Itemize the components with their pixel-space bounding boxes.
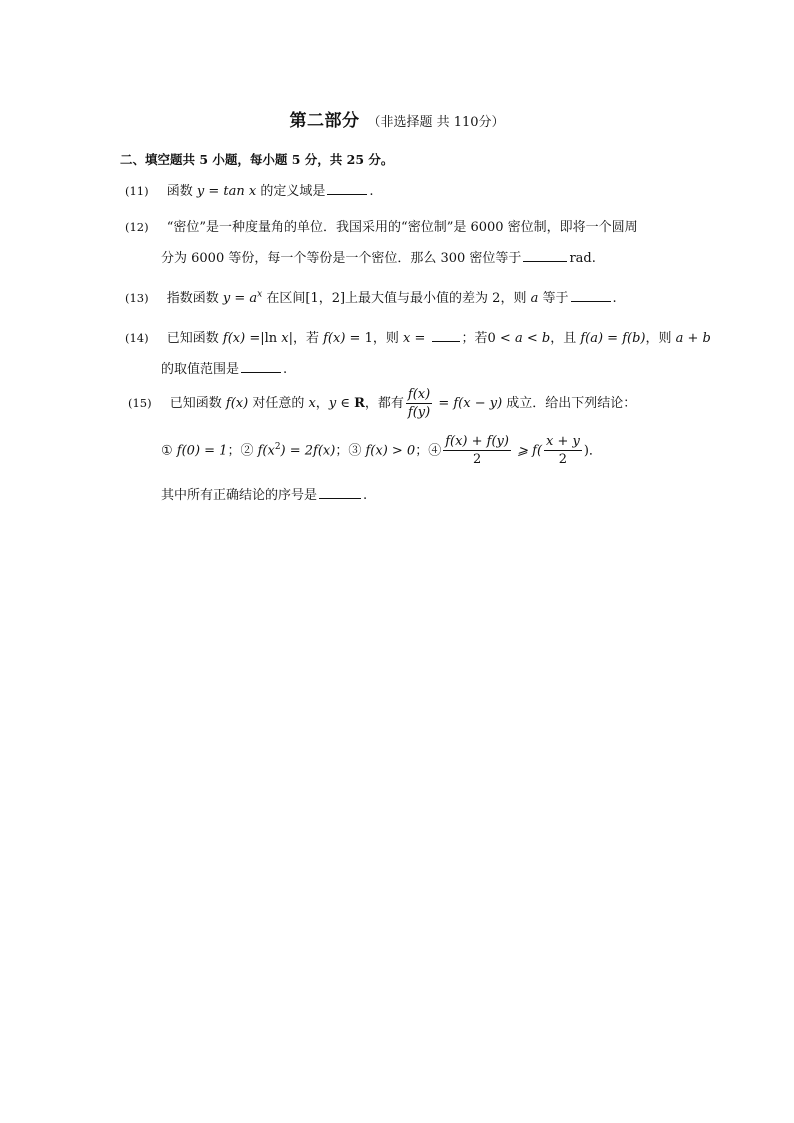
question-13 — [125, 287, 617, 306]
fraction-denominator: 2 — [558, 452, 568, 468]
math-expr: =|ln — [245, 331, 282, 346]
conclusion-marker: ；② — [227, 443, 258, 459]
question-text: 分为 6000 等份，每一个等份是一个密位．那么 300 密位等于 — [161, 251, 522, 266]
math-expr: f(x − y) — [453, 396, 503, 411]
question-text: = 1，则 — [345, 331, 403, 346]
question-text: 对任意的 — [248, 396, 309, 411]
question-text: 已知函数 — [169, 396, 226, 411]
answer-blank — [432, 340, 460, 342]
section-heading: 二、填空题共 5 小题，每小题 5 分，共 25 分。 — [120, 152, 394, 167]
question-15-conclusions — [161, 428, 602, 470]
answer-blank — [319, 497, 361, 499]
math-expr: y = tan x — [196, 184, 257, 199]
math-expr: < — [522, 331, 542, 346]
question-15 — [128, 384, 636, 423]
question-text: 的定义域是 — [256, 184, 326, 199]
question-text: ，且 — [550, 331, 581, 346]
answer-blank — [241, 371, 281, 373]
fraction — [544, 433, 582, 468]
question-12 — [125, 216, 638, 235]
math-var: x — [308, 396, 316, 411]
fraction-denominator: f(y) — [407, 405, 431, 420]
period: . — [283, 362, 288, 377]
period: . — [612, 291, 617, 306]
math-expr: f(a) = f(b) — [580, 331, 646, 346]
math-sup: x — [257, 289, 263, 300]
math-expr: ⩾ f( — [512, 443, 543, 459]
question-text: 指数函数 — [166, 291, 223, 306]
conclusion-marker: ① — [161, 443, 177, 459]
math-var: a — [514, 331, 523, 346]
math-expr: f(x) > 0 — [365, 443, 416, 459]
math-set: R — [354, 396, 365, 411]
unit-text: rad — [569, 251, 592, 266]
question-14 — [125, 327, 711, 346]
question-text: 已知函数 — [166, 331, 223, 346]
question-text: 的取值范围是 — [161, 362, 240, 377]
question-number: (12) — [125, 220, 149, 234]
question-15-final — [161, 484, 367, 503]
question-number: (14) — [125, 331, 149, 345]
question-text: 成立．给出下列结论： — [502, 396, 637, 411]
page-title — [0, 106, 794, 131]
fraction-numerator: f(x) + f(y) — [445, 434, 509, 450]
question-number: (11) — [125, 184, 149, 198]
period: . — [591, 251, 596, 266]
fraction-denominator: 2 — [472, 452, 482, 468]
math-var: x — [281, 331, 289, 346]
question-text: ，则 — [645, 331, 676, 346]
math-var: a — [530, 291, 539, 306]
question-text: “密位”是一种度量角的单位．我国采用的“密位制”是 6000 密位制，即将一个圆周 — [166, 220, 638, 235]
question-text: ， — [315, 396, 329, 411]
math-expr: ∈ — [336, 396, 355, 411]
math-expr: y = a — [222, 291, 258, 306]
conclusion-marker: ；④ — [415, 443, 442, 459]
math-expr: f(x) — [222, 331, 246, 346]
question-12-line2 — [161, 247, 596, 266]
math-var: x — [402, 331, 411, 346]
question-text: |，若 — [288, 331, 324, 346]
math-var: b — [541, 331, 551, 346]
question-14-line2 — [161, 358, 287, 377]
answer-blank — [523, 260, 567, 262]
fraction — [406, 386, 432, 421]
math-var: y — [328, 396, 337, 411]
math-expr: f(x — [257, 443, 275, 459]
question-number: (15) — [128, 396, 152, 410]
math-expr: )． — [583, 443, 602, 459]
question-text: 函数 — [166, 184, 197, 199]
question-text: 等于 — [538, 291, 569, 306]
question-text: ，都有 — [364, 396, 404, 411]
math-expr: = — [410, 331, 430, 346]
question-text: 其中所有正确结论的序号是 — [161, 488, 318, 503]
part-subtitle: （非选择题 共 110分） — [367, 115, 505, 130]
math-expr: f(x) — [323, 331, 346, 346]
question-text: 在区间[1，2]上最大值与最小值的差为 2，则 — [262, 291, 531, 306]
question-11: (11) 函数 y = tan x 的定义域是 . — [125, 184, 374, 199]
conclusion-marker: ；③ — [335, 443, 366, 459]
period: . — [363, 488, 368, 503]
part-title: 第二部分 — [289, 111, 360, 131]
fraction-numerator: x + y — [546, 434, 580, 450]
math-expr: f(0) = 1 — [176, 443, 228, 459]
math-expr: ) = 2f(x) — [280, 443, 336, 459]
fraction-numerator: f(x) — [406, 386, 432, 404]
fraction — [443, 433, 511, 468]
answer-blank — [327, 193, 367, 195]
math-expr: = — [434, 396, 454, 411]
answer-blank — [571, 300, 611, 302]
question-text: ；若0 < — [461, 331, 515, 346]
math-expr: a + b — [675, 331, 711, 346]
math-expr: f(x) — [225, 396, 249, 411]
math-sup: 2 — [274, 442, 281, 452]
question-number: (13) — [125, 291, 149, 305]
